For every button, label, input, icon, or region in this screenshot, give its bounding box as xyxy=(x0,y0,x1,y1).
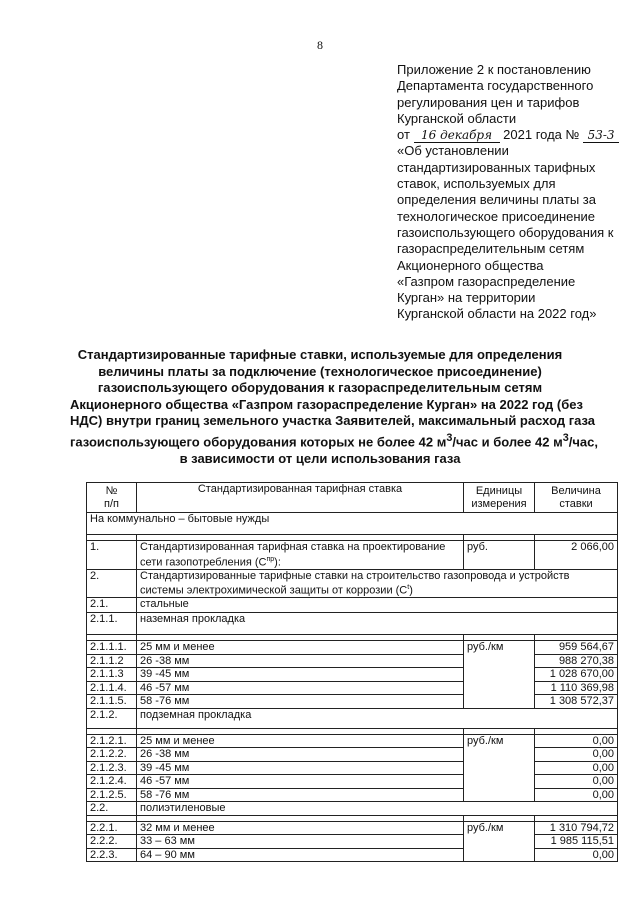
row-num: 1. xyxy=(87,541,137,570)
row-text: наземная прокладка xyxy=(137,613,618,635)
row-num: 2.2.2. xyxy=(87,835,137,849)
row-value: 988 270,38 xyxy=(535,654,618,668)
handwritten-date: 16 декабря xyxy=(414,129,500,143)
row-value: 1 985 115,51 xyxy=(535,835,618,849)
header-value: Величина ставки xyxy=(535,483,618,513)
header-rate: Стандартизированная тарифная ставка xyxy=(137,483,464,513)
title-line: НДС) внутри границ земельного участка Заявителей, максимальный расход газа xyxy=(70,413,596,429)
table-row xyxy=(87,641,618,655)
row-unit: руб. xyxy=(464,541,535,570)
superscript: 3 xyxy=(562,431,569,444)
row-value: 1 110 369,98 xyxy=(535,681,618,695)
table-row xyxy=(87,821,618,835)
table-row xyxy=(87,734,618,748)
row-text: 46 -57 мм xyxy=(137,681,464,695)
title-line: Стандартизированные тарифные ставки, используемые для определения xyxy=(77,347,563,362)
row-text: 26 -38 мм xyxy=(137,748,464,762)
appendix-subject-line: стандартизированных тарифных xyxy=(397,159,596,175)
row-text: 33 – 63 мм xyxy=(137,835,464,849)
handwritten-number: 53-3 xyxy=(583,129,619,143)
row-num: 2.1.1.3 xyxy=(87,668,137,682)
appendix-subject-line: ставок, используемых для xyxy=(397,176,556,192)
title-line: газоиспользующего оборудования к газораспределительным сетям xyxy=(97,380,543,396)
section-row xyxy=(87,513,618,535)
title-line: Акционерного общества «Газпром газораспределение Курган» на 2022 год (без xyxy=(70,396,583,412)
row-value: 0,00 xyxy=(535,775,618,789)
row-text: 39 -45 мм xyxy=(137,668,464,682)
appendix-block xyxy=(397,62,627,323)
title-line: величины платы за подключение (технологическое присоединение) xyxy=(98,363,542,379)
table-row xyxy=(87,835,618,849)
row-num: 2.1.2.5. xyxy=(87,788,137,802)
table-header-row xyxy=(87,483,618,513)
table-row xyxy=(87,541,618,570)
appendix-subject-line: технологическое присоединение xyxy=(397,208,596,224)
row-num: 2.1.1.2 xyxy=(87,654,137,668)
appendix-subject-line: газораспределительным сетям xyxy=(397,241,585,257)
row-text: Стандартизированная тарифная ставка на проектирование сети газопотребления $(С^{пр})$: xyxy=(137,541,464,570)
title-line: в зависимости от цели использования газа xyxy=(179,450,461,466)
row-num: 2.1.2.4. xyxy=(87,775,137,789)
row-value: 2 066,00 xyxy=(535,541,618,570)
row-value: 0,00 xyxy=(535,761,618,775)
superscript: 3 xyxy=(446,431,453,444)
rates-table xyxy=(86,482,618,862)
row-num: 2.1.1.4. xyxy=(87,681,137,695)
row-num: 2.1.2.1. xyxy=(87,734,137,748)
row-num: 2.1.1.1. xyxy=(87,641,137,655)
table-row xyxy=(87,668,618,682)
table-row xyxy=(87,681,618,695)
row-num: 2.1.1.5. xyxy=(87,695,137,709)
appendix-subject-line: Акционерного общества xyxy=(397,257,544,273)
title-text: /час и более 42 м xyxy=(452,434,563,450)
page-number: 8 xyxy=(317,38,323,52)
appendix-line: Приложение 2 к постановлению xyxy=(397,62,591,77)
row-text: 46 -57 мм xyxy=(137,775,464,789)
table-row xyxy=(87,708,618,728)
row-num: 2. xyxy=(87,569,137,598)
row-value: 0,00 xyxy=(535,748,618,762)
appendix-subject-line: газоиспользующего оборудования к xyxy=(397,224,614,240)
table-row xyxy=(87,598,618,613)
title-text: газоиспользующего оборудования которых не более 42 м xyxy=(70,434,447,450)
date-prefix: от xyxy=(397,127,410,143)
appendix-subject-line: «Газпром газораспределение xyxy=(397,273,576,289)
table-row xyxy=(87,613,618,635)
appendix-subject-line: Курган» на территории xyxy=(397,290,536,306)
appendix-line: Департамента государственного xyxy=(397,78,594,94)
table-row xyxy=(87,775,618,789)
row-value: 0,00 xyxy=(535,788,618,802)
row-value: 1 308 572,37 xyxy=(535,695,618,709)
row-text: 58 -76 мм xyxy=(137,788,464,802)
table-row xyxy=(87,802,618,816)
row-text: 32 мм и менее xyxy=(137,821,464,835)
header-unit: Единицы измерения xyxy=(464,483,535,513)
row-text: Стандартизированные тарифные ставки на строительство газопровода и устройств системы электрохимической защиты от коррозии $(С^t)$ xyxy=(137,569,618,598)
appendix-subject-line: Курганской области на 2022 год» xyxy=(397,306,597,322)
header-num: № п/п xyxy=(87,483,137,513)
row-unit: руб./км xyxy=(464,641,535,709)
row-value: 0,00 xyxy=(535,734,618,748)
title-text: /час, xyxy=(568,434,598,450)
table-row xyxy=(87,569,618,598)
row-text: 26 -38 мм xyxy=(137,654,464,668)
row-unit: руб./км xyxy=(464,734,535,802)
row-text: 64 – 90 мм xyxy=(137,848,464,862)
row-unit: руб./км xyxy=(464,821,535,862)
title-line xyxy=(70,430,598,451)
document-title xyxy=(70,347,598,467)
row-value: 1 310 794,72 xyxy=(535,821,618,835)
row-num: 2.1.1. xyxy=(87,613,137,635)
table-row xyxy=(87,654,618,668)
row-text: 25 мм и менее xyxy=(137,734,464,748)
row-text: 58 -76 мм xyxy=(137,695,464,709)
row-num: 2.2. xyxy=(87,802,137,816)
table-row xyxy=(87,761,618,775)
appendix-date-line xyxy=(397,127,627,143)
table-row xyxy=(87,848,618,862)
row-text: 39 -45 мм xyxy=(137,761,464,775)
row-num: 2.2.1. xyxy=(87,821,137,835)
row-num: 2.1.2.3. xyxy=(87,761,137,775)
row-value: 959 564,67 xyxy=(535,641,618,655)
row-num: 2.1. xyxy=(87,598,137,613)
row-text: стальные xyxy=(137,598,618,613)
row-value: 1 028 670,00 xyxy=(535,668,618,682)
row-text: подземная прокладка xyxy=(137,708,618,728)
appendix-line: регулирования цен и тарифов xyxy=(397,94,580,110)
appendix-subject-line: определения величины платы за xyxy=(397,192,596,208)
table-row xyxy=(87,695,618,709)
table-row xyxy=(87,748,618,762)
row-value: 0,00 xyxy=(535,848,618,862)
appendix-subject-line: «Об установлении xyxy=(397,143,509,159)
row-num: 2.2.3. xyxy=(87,848,137,862)
table-row xyxy=(87,788,618,802)
appendix-line: Курганской области xyxy=(397,110,517,126)
row-text: 25 мм и менее xyxy=(137,641,464,655)
section-household: На коммунально – бытовые нужды xyxy=(87,513,618,535)
row-text: полиэтиленовые xyxy=(137,802,618,816)
row-num: 2.1.2. xyxy=(87,708,137,728)
row-num: 2.1.2.2. xyxy=(87,748,137,762)
date-suffix: 2021 года № xyxy=(503,127,580,143)
